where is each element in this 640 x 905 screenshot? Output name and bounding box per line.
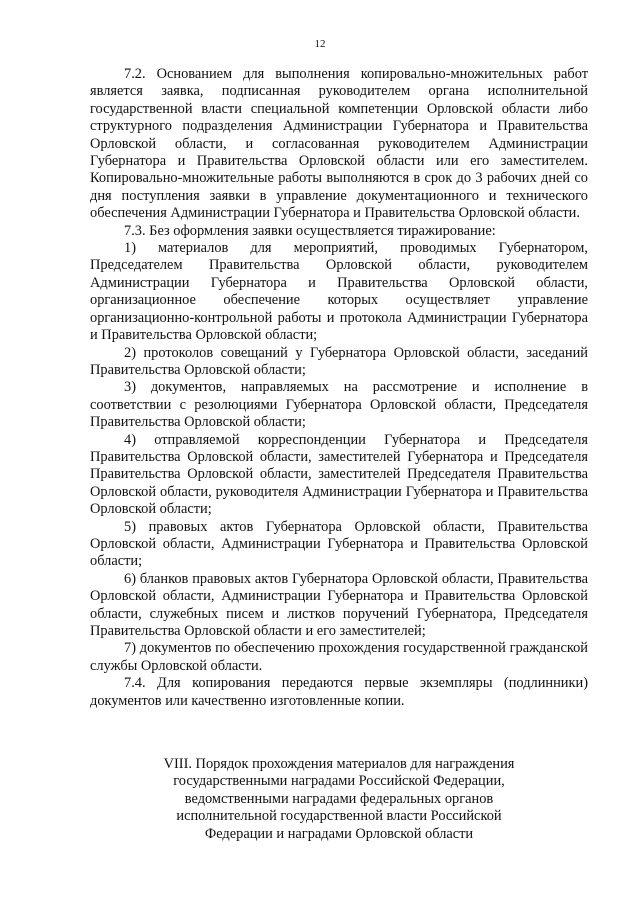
list-item-6: 6) бланков правовых актов Губернатора Орловской области, Правительства Орловской области, Администрации Губернатора и Правительства Орловской области, служебных писем и листков поручений Губернатора, Председателя Правительства Орловской области и его заместителей;	[90, 570, 588, 639]
paragraph-7-3: 7.3. Без оформления заявки осуществляется тиражирование:	[124, 222, 496, 239]
heading-line: исполнительной государственной власти Российской	[176, 808, 502, 825]
document-body	[90, 66, 588, 710]
heading-line: VIII. Порядок прохождения материалов для награждения	[163, 756, 515, 772]
list-item-5: 5) правовых актов Губернатора Орловской области, Правительства Орловской области, Администрации Губернатора и Правительства Орловской области;	[90, 518, 588, 570]
list-item-2: 2) протоколов совещаний у Губернатора Орловской области, заседаний Правительства Орловской области;	[90, 344, 588, 378]
paragraph-7-2: 7.2. Основанием для выполнения копировально-множительных работ является заявка, подписанная руководителем органа исполнительной государственной власти специальной компетенции Орловской области либо структурного подразделения Администрации Губернатора и Правительства Орловской области, и согласованная руководителем Администрации Губернатора и Правительства Орловской области или его заместителем. Копировально-множительные работы выполняются в срок до 3 рабочих дней со дня поступления заявки в управление документационного и технического обеспечения Администрации Губернатора и Правительства Орловской области.	[90, 66, 588, 222]
heading-line: ведомственными наградами федеральных органов	[184, 790, 494, 807]
list-item-1: 1) материалов для мероприятий, проводимых Губернатором, Председателем Правительства Орловской области, руководителем Администрации Губернатора и Правительства Орловской области, организационное обеспечение которых осуществляет управление организационно-контрольной работы и протокола Администрации Губернатора и Правительства Орловской области;	[90, 240, 588, 344]
list-item-3: 3) документов, направляемых на рассмотрение и исполнение в соответствии с резолюциями Губернатора Орловской области, Председателя Правительства Орловской области;	[90, 379, 588, 431]
heading-line: государственными наградами Российской Федерации,	[173, 773, 505, 790]
paragraph-7-4: 7.4. Для копирования передаются первые экземпляры (подлинники) документов или качественно изготовленные копии.	[90, 675, 588, 709]
page-number: 12	[314, 38, 326, 50]
list-item-7: 7) документов по обеспечению прохождения государственной гражданской службы Орловской области.	[90, 640, 588, 674]
heading-line: Федерации и наградами Орловской области	[204, 825, 474, 842]
section-heading	[90, 756, 588, 843]
list-item-4: 4) отправляемой корреспонденции Губернатора и Председателя Правительства Орловской области, заместителей Губернатора и Председателя Правительства Орловской области, заместителей Председателя Правительства Орловской области, руководителя Администрации Губернатора и Правительства Орловской области;	[90, 431, 588, 518]
